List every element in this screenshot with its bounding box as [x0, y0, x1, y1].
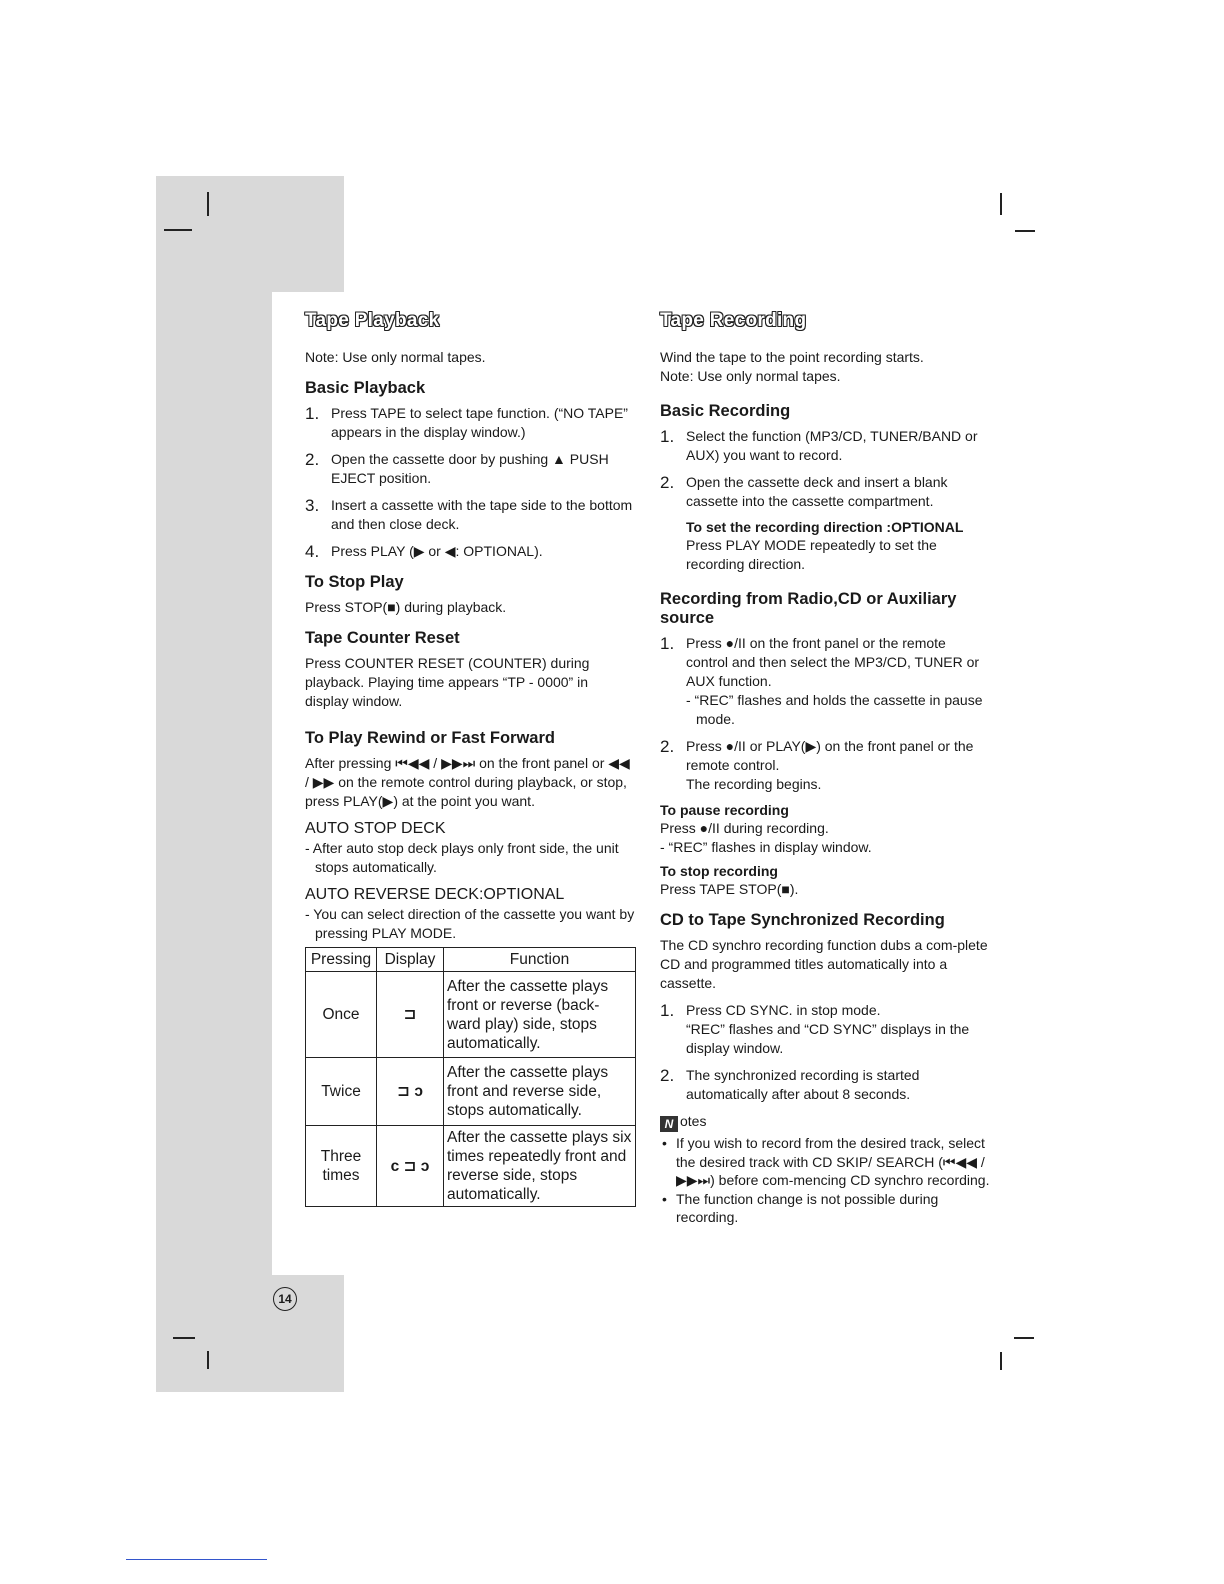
- list-item: [660, 427, 990, 465]
- table-header-row: [306, 948, 636, 972]
- playback-note: Note: Use only normal tapes.: [305, 349, 486, 365]
- right-column: [660, 310, 990, 1227]
- optional-direction-text: Press PLAY MODE repeatedly to set the recording direction.: [686, 537, 937, 572]
- function-cell: After the cassette plays six times repeatedly front and reverse side, stops automatically.: [444, 1126, 636, 1207]
- column-header-function: Function: [444, 948, 636, 972]
- step-number: 1.: [305, 404, 320, 423]
- table-row: [306, 1126, 636, 1207]
- display-symbol: ⊐: [377, 972, 444, 1058]
- left-column: [305, 310, 635, 1207]
- basic-recording-heading: Basic Recording: [660, 402, 791, 420]
- counter-reset-heading: Tape Counter Reset: [305, 629, 460, 647]
- function-cell: After the cassette plays front or reverse (back-ward play) side, stops automatically.: [444, 972, 636, 1058]
- cd-sync-heading: CD to Tape Synchronized Recording: [660, 911, 945, 929]
- column-header-display: Display: [377, 948, 444, 972]
- notes-heading: [660, 1112, 990, 1132]
- step-text: Open the cassette door by pushing ▲ PUSH EJECT position.: [331, 451, 609, 486]
- step-text: Open the cassette deck and insert a blank cassette into the cassette compartment.: [686, 474, 948, 509]
- step-body: [686, 737, 990, 794]
- list-item: [660, 1066, 990, 1104]
- stop-recording-heading: To stop recording: [660, 863, 778, 879]
- pressing-cell: Twice: [306, 1058, 377, 1126]
- list-item: [660, 473, 990, 511]
- crop-mark: [164, 229, 192, 231]
- step-text: Insert a cassette with the tape side to the bottom and then close deck.: [331, 497, 633, 532]
- stop-play-heading: To Stop Play: [305, 573, 404, 591]
- auto-reverse-text: - You can select direction of the cassette you want by pressing PLAY MODE.: [305, 906, 635, 941]
- recording-intro: Wind the tape to the point recording starts.: [660, 349, 924, 365]
- radio-cd-aux-heading: Recording from Radio,CD or Auxiliary source: [660, 590, 957, 627]
- list-item: [660, 1001, 990, 1058]
- crop-mark: [1014, 1337, 1034, 1339]
- pause-recording-line1: Press ●/II during recording.: [660, 820, 829, 836]
- crop-mark: [173, 1337, 195, 1339]
- notes-icon: N: [660, 1116, 678, 1132]
- pressing-cell: Once: [306, 972, 377, 1058]
- list-item: [305, 542, 635, 561]
- step-number: 4.: [305, 542, 320, 561]
- auto-stop-text: - After auto stop deck plays only front side, the unit stops automatically.: [305, 840, 619, 875]
- cd-sync-text: The CD synchro recording function dubs a com-plete CD and programmed titles automatically into a cassette.: [660, 937, 988, 991]
- crop-mark: [1000, 193, 1002, 215]
- list-item: [660, 634, 990, 729]
- crop-mark: [207, 1351, 209, 1369]
- step-number: 2.: [660, 1066, 675, 1085]
- step-text: Select the function (MP3/CD, TUNER/BAND or AUX) you want to record.: [686, 428, 978, 463]
- step-text: Press PLAY (▶ or ◀: OPTIONAL).: [331, 543, 543, 559]
- step-number: 3.: [305, 496, 320, 515]
- step-text: Press ●/II on the front panel or the remote control and then select the MP3/CD, TUNER or AUX function.: [686, 635, 980, 689]
- step-number: 2.: [305, 450, 320, 469]
- tape-recording-title: Tape Recording: [660, 310, 807, 331]
- display-symbol: c ⊐ ↄ: [377, 1126, 444, 1207]
- optional-direction-block: [660, 519, 990, 574]
- step-number: 2.: [660, 473, 675, 492]
- optional-direction-heading: To set the recording direction :OPTIONAL: [686, 519, 964, 535]
- page-number: 14: [273, 1287, 297, 1311]
- list-item: [305, 404, 635, 442]
- step-body: [686, 634, 990, 729]
- basic-recording-steps: [660, 427, 990, 511]
- crop-mark: [1000, 1352, 1002, 1370]
- rewind-heading: To Play Rewind or Fast Forward: [305, 729, 555, 747]
- pressing-cell: Three times: [306, 1126, 377, 1207]
- step-text: Press ●/II or PLAY(▶) on the front panel or the remote control.: [686, 738, 974, 773]
- auto-reverse-heading: AUTO REVERSE DECK:OPTIONAL: [305, 886, 565, 903]
- footer-rule: [126, 1559, 267, 1560]
- auto-stop-heading: AUTO STOP DECK: [305, 820, 446, 837]
- stop-recording-text: Press TAPE STOP(■).: [660, 881, 799, 897]
- step-subtext: “REC” flashes and “CD SYNC” displays in the display window.: [686, 1021, 970, 1056]
- pause-recording-heading: To pause recording: [660, 802, 789, 818]
- basic-playback-steps: [305, 404, 635, 561]
- notes-label: otes: [680, 1113, 707, 1129]
- step-text: Press TAPE to select tape function. (“NO TAPE” appears in the display window.): [331, 405, 628, 440]
- stop-play-text: Press STOP(■) during playback.: [305, 599, 507, 615]
- counter-reset-text: Press COUNTER RESET (COUNTER) during playback. Playing time appears “TP - 0000” in display window.: [305, 655, 590, 709]
- notes-list: [660, 1134, 990, 1227]
- column-header-pressing: Pressing: [306, 948, 377, 972]
- list-item: [660, 737, 990, 794]
- list-item: [305, 496, 635, 534]
- recording-note: Note: Use only normal tapes.: [660, 368, 841, 384]
- step-number: 2.: [660, 737, 675, 756]
- table-row: [306, 972, 636, 1058]
- pause-recording-line2: - “REC” flashes in display window.: [660, 839, 872, 855]
- step-number: 1.: [660, 1001, 675, 1020]
- crop-mark: [207, 192, 209, 216]
- step-subtext: The recording begins.: [686, 776, 822, 792]
- list-item: [305, 450, 635, 488]
- list-item: • The function change is not possible during recording.: [660, 1190, 990, 1227]
- function-cell: After the cassette plays front and reverse side, stops automatically.: [444, 1058, 636, 1126]
- step-text: The synchronized recording is started automatically after about 8 seconds.: [686, 1067, 920, 1102]
- basic-playback-heading: Basic Playback: [305, 379, 426, 397]
- step-body: [686, 1001, 990, 1058]
- step-text: Press CD SYNC. in stop mode.: [686, 1002, 881, 1018]
- crop-mark: [1015, 230, 1035, 232]
- list-item: • If you wish to record from the desired track, select the desired track with CD SKIP/ SEARCH (⏮◀◀ / ▶▶⏭) before com-mencing CD synchro recording.: [660, 1134, 990, 1190]
- step-subtext: - “REC” flashes and holds the cassette in pause mode.: [686, 692, 983, 727]
- rewind-text: After pressing ⏮◀◀ / ▶▶⏭ on the front panel or ◀◀ / ▶▶ on the remote control during playback, or stop, press PLAY(▶) at the point you want.: [305, 755, 630, 809]
- cd-sync-steps: [660, 1001, 990, 1104]
- radio-cd-aux-steps: [660, 634, 990, 794]
- display-symbol: ⊐ ↄ: [377, 1058, 444, 1126]
- auto-reverse-table: [305, 947, 636, 1207]
- step-number: 1.: [660, 634, 675, 653]
- step-number: 1.: [660, 427, 675, 446]
- table-row: [306, 1058, 636, 1126]
- tape-playback-title: Tape Playback: [305, 310, 440, 331]
